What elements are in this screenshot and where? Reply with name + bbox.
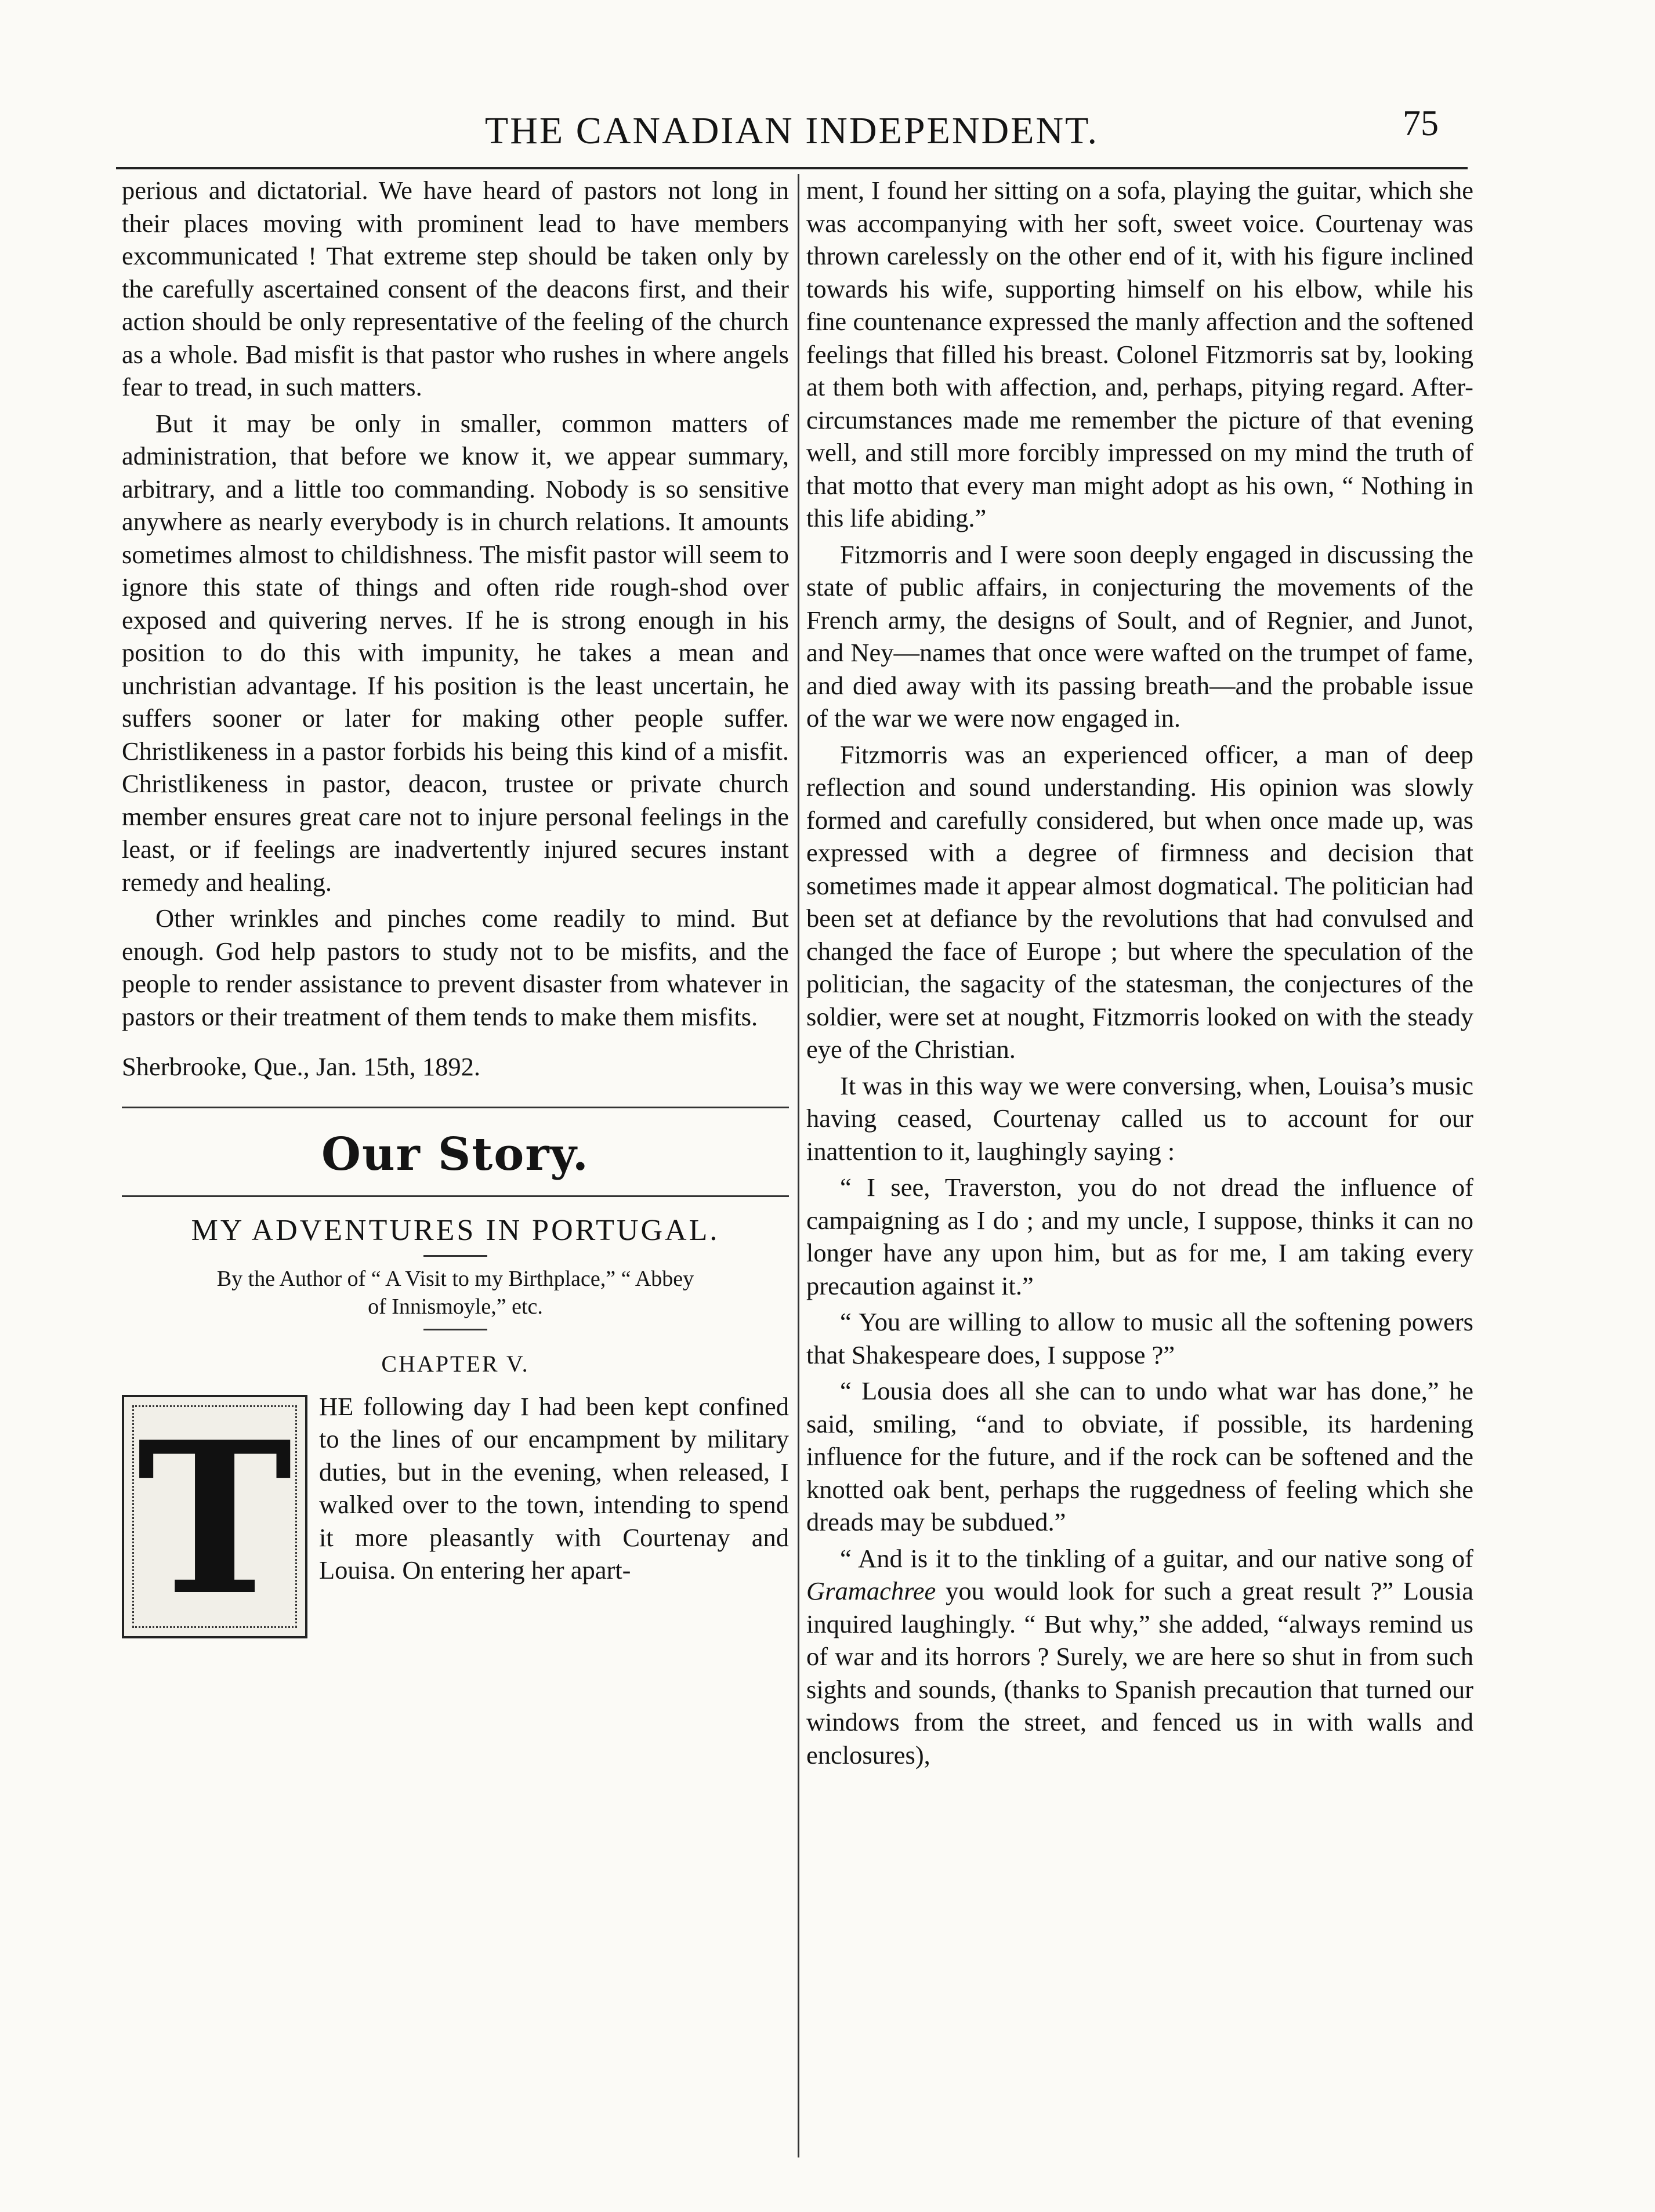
- page-header: [116, 103, 1468, 169]
- byline-line: of Innismoyle,” etc.: [368, 1294, 543, 1319]
- story-byline: [122, 1265, 789, 1321]
- left-column: [122, 174, 789, 1641]
- story-title: MY ADVENTURES IN PORTUGAL.: [191, 1213, 720, 1247]
- short-rule: [423, 1255, 487, 1257]
- article-paragraph: [806, 1542, 1473, 1772]
- article-paragraph: Fitzmorris and I were soon deeply engaged in discussing the state of public affairs, in conjecturing the movements of the French army, the designs of Soult, and of Regnier, and Junot, and Ney—names that once were wafted on the trumpet of fame, and died away with its passing breath—and the probable issue of the war we were now engaged in.: [806, 539, 1473, 733]
- article-paragraph: But it may be only in smaller, common matters of administration, that before we know it, we appear summary, arbitrary, and a little too commanding. Nobody is so sensitive anywhere as nearly everybody is in church relations. It amounts sometimes almost to childishness. The misfit pastor will seem to ignore this state of things and often ride rough-shod over exposed and quivering nerves. If he is strong enough in his position to do this with impunity, he takes a mean and unchristian advantage. If his position is the least uncertain, he suffers sooner or later for making other people suffer. Christlikeness in a pastor forbids his being this kind of a misfit. Christlikeness in pastor, deacon, trustee or private church member ensures great care not to injure personal feelings in the least, or if feelings are inadvertently injured secures instant remedy and healing.: [122, 408, 789, 897]
- article-signoff: Sherbrooke, Que., Jan. 15th, 1892.: [122, 1052, 480, 1081]
- short-rule: [423, 1329, 487, 1330]
- song-title: Gramachree: [806, 1576, 936, 1605]
- text-run: you would look for such a great result ?” Lousia inquired laughingly. “ But why,” she added, “always remind us of war and its horrors ? Surely, we are here so shut in from such sights and sounds, (thanks to Spanish precaution that turned our windows from the street, and fenced us in with walls and enclosures),: [806, 1576, 1473, 1769]
- publication-title: THE CANADIAN INDEPENDENT.: [484, 110, 1099, 152]
- article-paragraph: It was in this way we were conversing, when, Louisa’s music having ceased, Courtenay called us to account for our inattention to it, laughingly saying :: [806, 1071, 1473, 1166]
- article-paragraph: “ I see, Traverston, you do not dread the influence of campaigning as I do ; and my uncle, I suppose, thinks it can no longer have any upon him, but as for me, I am taking every precaution against it.”: [806, 1173, 1473, 1300]
- page-number: 75: [1403, 104, 1439, 143]
- chapter-opening: HE following day I had been kept confined to the lines of our encampment by military duties, but in the evening, when released, I walked over to the town, intending to spend it more pleasantly with Courtenay and Louisa. On entering her apart-: [319, 1391, 789, 1584]
- chapter-heading: CHAPTER V.: [381, 1351, 530, 1377]
- section-divider: [122, 1195, 789, 1197]
- drop-cap-letter: T: [137, 1395, 292, 1641]
- section-divider: [122, 1107, 789, 1108]
- article-paragraph: “ Lousia does all she can to undo what war has done,” he said, smiling, “and to obviate, if possible, its hardening influence for the future, and if the rock can be softened and the knotted oak bent, perhaps the ruggedness of feeling which she dreads may be subdued.”: [806, 1376, 1473, 1536]
- article-paragraph: Other wrinkles and pinches come readily to mind. But enough. God help pastors to study not to be misfits, and the people to render assistance to prevent disaster from whatever in pastors or their treatment of them tends to make them misfits.: [122, 904, 789, 1031]
- article-paragraph: ment, I found her sitting on a sofa, playing the guitar, which she was accompanying with her soft, sweet voice. Courtenay was thrown carelessly on the other end of it, with his figure inclined towards his wife, supporting himself on his elbow, while his fine countenance expressed the manly affection and the softened feelings that filled his breast. Colonel Fitzmorris sat by, looking at them both with affection, and, perhaps, pitying regard. After-circumstances made me remember the picture of that evening well, and still more forcibly impressed on my mind the truth of that motto that every man might adopt as his own, “ Nothing in this life abiding.”: [806, 176, 1473, 532]
- decorative-initial: [122, 1395, 307, 1641]
- section-heading: Our Story.: [321, 1127, 589, 1181]
- byline-line: By the Author of “ A Visit to my Birthplace,” “ Abbey: [216, 1267, 694, 1291]
- column-divider: [798, 174, 799, 2157]
- article-paragraph: Fitzmorris was an experienced officer, a man of deep reflection and sound understanding. His opinion was slowly formed and carefully considered, but when once made up, was expressed with a degree of firmness and decision that sometimes made it appear almost dogmatical. The politician had been set at defiance by the revolutions that had convulsed and changed the face of Europe ; but where the speculation of the politician, the sagacity of the statesman, the conjectures of the soldier, were set at nought, Fitzmorris looked on with the steady eye of the Christian.: [806, 739, 1473, 1064]
- article-paragraph: “ You are willing to allow to music all the softening powers that Shakespeare does, I suppose ?”: [806, 1307, 1473, 1369]
- text-run: “ And is it to the tinkling of a guitar, and our native song of: [840, 1543, 1473, 1573]
- right-column: [806, 174, 1473, 1775]
- article-paragraph: perious and dictatorial. We have heard of pastors not long in their places moving with prominent lead to have members excommunicated ! That extreme step should be taken only by the carefully ascertained consent of the deacons first, and their action should be only representative of the feeling of the church as a whole. Bad misfit is that pastor who rushes in where angels fear to tread, in such matters.: [122, 176, 789, 401]
